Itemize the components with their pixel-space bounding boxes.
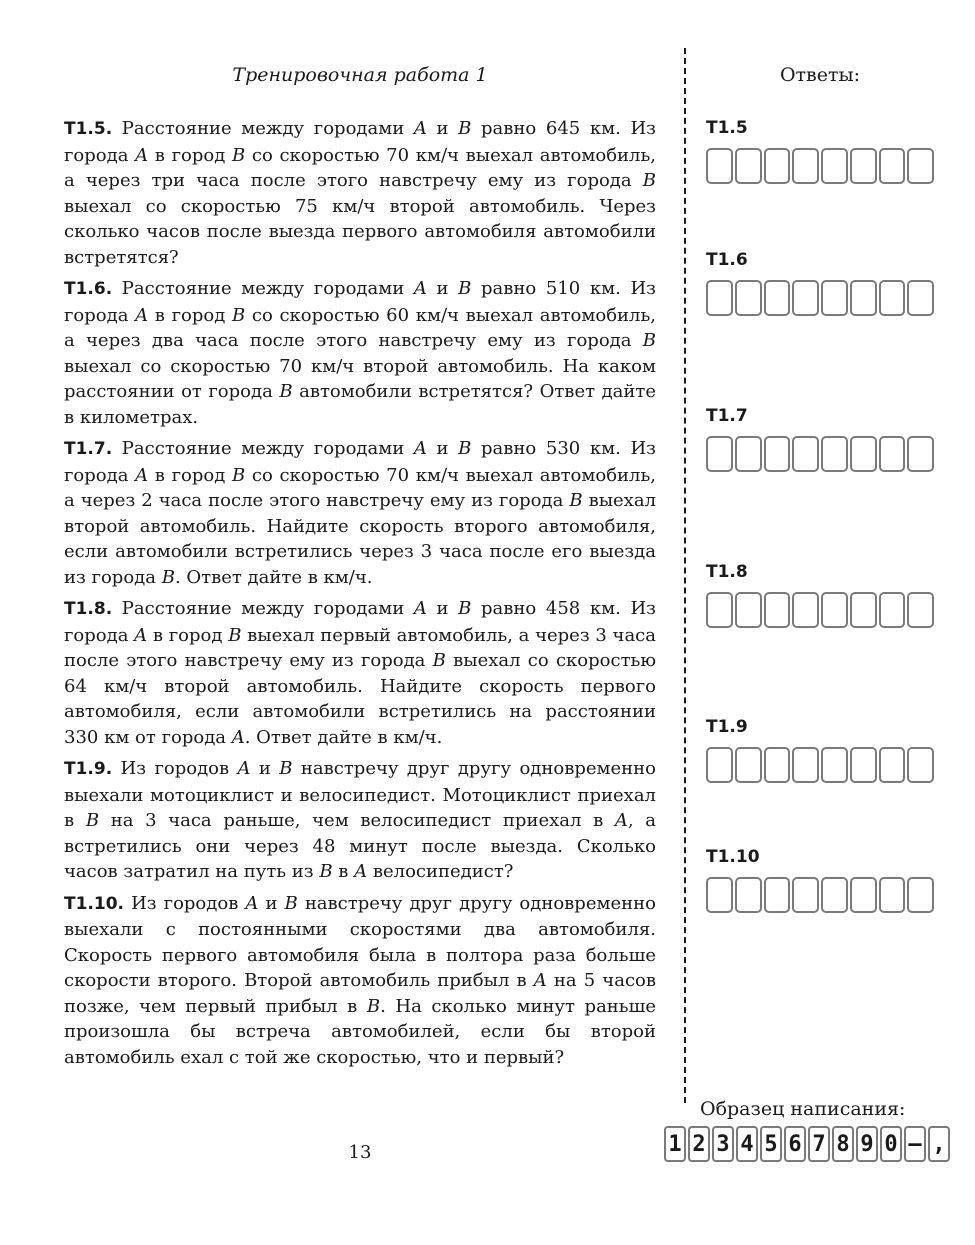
- sample-digit-cell: 3: [712, 1126, 734, 1162]
- sample-digit-cell: 6: [784, 1126, 806, 1162]
- answer-block: [706, 847, 936, 913]
- problem-label: Т1.8.: [64, 599, 113, 619]
- answer-cell[interactable]: [907, 280, 934, 316]
- answer-cell[interactable]: [850, 436, 877, 472]
- answer-cells[interactable]: [706, 877, 936, 913]
- answer-cell[interactable]: [821, 280, 848, 316]
- answer-cell[interactable]: [821, 877, 848, 913]
- answer-cell[interactable]: [879, 436, 906, 472]
- answer-label: Т1.8: [706, 562, 748, 582]
- answers-title: Ответы:: [779, 64, 861, 86]
- sample-digit-cell: 2: [688, 1126, 710, 1162]
- answer-cell[interactable]: [735, 436, 762, 472]
- sample-digit-cell: 7: [808, 1126, 830, 1162]
- answer-label: Т1.5: [706, 118, 748, 138]
- problem-t1-8: [64, 596, 656, 750]
- answer-cells[interactable]: [706, 148, 936, 184]
- problems-column: [64, 116, 656, 1076]
- sample-digit-cell: 9: [856, 1126, 878, 1162]
- answer-cell[interactable]: [764, 877, 791, 913]
- problem-text: Из городов A и B навстречу друг другу одновременно выехали мотоциклист и велосипедист. Мотоциклист приехал в B на 3 часа раньше, чем велосипедист приехал в A, а встретились они через 48 минут после выезда. Сколько часов затратил на путь из B в A велосипедист?: [64, 758, 657, 882]
- answer-cell[interactable]: [764, 436, 791, 472]
- problem-label: Т1.9.: [64, 759, 113, 779]
- answer-cell[interactable]: [850, 747, 877, 783]
- answer-block: [706, 406, 936, 472]
- problem-label: Т1.5.: [64, 119, 113, 139]
- problem-label: Т1.6.: [64, 279, 113, 299]
- sample-digit-cell: ,: [928, 1126, 950, 1162]
- answer-cells[interactable]: [706, 747, 936, 783]
- sample-digit-cell: 5: [760, 1126, 782, 1162]
- sample-digit-cell: 4: [736, 1126, 758, 1162]
- answer-label: Т1.9: [706, 717, 748, 737]
- answer-block: [706, 562, 936, 628]
- problem-text: Из городов A и B навстречу друг другу одновременно выехали с постоянными скоростями два автомобиля. Скорость первого автомобиля была в полтора раза больше скорости второго. Второй автомобиль прибыл в A на 5 часов позже, чем первый прибыл в B. На сколько минут раньше произошла бы встреча автомобилей, если бы второй автомобиль ехал с той же скоростью, что и первый?: [64, 892, 656, 1068]
- answer-cell[interactable]: [850, 280, 877, 316]
- answer-cell[interactable]: [735, 280, 762, 316]
- answer-cell[interactable]: [879, 747, 906, 783]
- problem-label: Т1.7.: [64, 439, 113, 459]
- answer-cell[interactable]: [792, 436, 819, 472]
- answer-cell[interactable]: [764, 148, 791, 184]
- page-header-title: Тренировочная работа 1: [232, 64, 488, 86]
- sample-digit-cell: 8: [832, 1126, 854, 1162]
- answer-cell[interactable]: [706, 148, 733, 184]
- answer-cell[interactable]: [792, 148, 819, 184]
- problem-t1-5: [64, 116, 656, 270]
- answer-cell[interactable]: [879, 877, 906, 913]
- sample-digit-cell: –: [904, 1126, 926, 1162]
- answer-cell[interactable]: [792, 877, 819, 913]
- answer-cell[interactable]: [821, 592, 848, 628]
- sample-digits: [664, 1126, 952, 1162]
- answer-cells[interactable]: [706, 280, 936, 316]
- problem-t1-7: [64, 436, 656, 590]
- answer-cell[interactable]: [764, 747, 791, 783]
- problem-text: Расстояние между городами A и B равно 530 км. Из города A в город B со скоростью 70 км/ч выехал автомобиль, а через 2 часа после этого навстречу ему из города B выехал второй автомобиль. Найдите скорость второго автомобиля, если автомобили встретились через 3 часа после его выезда из города B. Ответ дайте в км/ч.: [64, 438, 657, 588]
- answer-cell[interactable]: [879, 148, 906, 184]
- answer-cell[interactable]: [821, 148, 848, 184]
- sample-digit-cell: 0: [880, 1126, 902, 1162]
- answer-block: [706, 118, 936, 184]
- problem-t1-10: [64, 891, 656, 1071]
- answer-cell[interactable]: [907, 592, 934, 628]
- answer-cell[interactable]: [792, 592, 819, 628]
- answer-cell[interactable]: [735, 592, 762, 628]
- answer-cell[interactable]: [907, 436, 934, 472]
- answer-cell[interactable]: [735, 877, 762, 913]
- problem-text: Расстояние между городами A и B равно 458 км. Из города A в город B выехал первый автомобиль, а через 3 часа после этого навстречу ему из города B выехал со скоростью 64 км/ч второй автомобиль. Найдите скорость первого автомобиля, если автомобили встретились на расстоянии 330 км от города A. Ответ дайте в км/ч.: [64, 598, 656, 748]
- dashed-divider: [684, 48, 686, 1103]
- answer-cell[interactable]: [764, 280, 791, 316]
- answer-cell[interactable]: [706, 877, 733, 913]
- answer-label: Т1.6: [706, 250, 748, 270]
- problem-t1-6: [64, 276, 656, 430]
- answer-block: [706, 717, 936, 783]
- answer-label: Т1.7: [706, 406, 748, 426]
- answer-cell[interactable]: [792, 747, 819, 783]
- problem-label: Т1.10.: [64, 893, 124, 914]
- page-number: 13: [348, 1142, 372, 1163]
- sample-digit-cell: 1: [664, 1126, 686, 1162]
- answer-cell[interactable]: [907, 877, 934, 913]
- problem-t1-9: [64, 756, 656, 885]
- answer-cell[interactable]: [706, 592, 733, 628]
- answer-block: [706, 250, 936, 316]
- answer-label: Т1.10: [706, 847, 760, 867]
- problem-text: Расстояние между городами A и B равно 510 км. Из города A в город B со скоростью 60 км/ч выехал автомобиль, а через два часа после этого навстречу ему из города B выехал со скоростью 70 км/ч второй автомобиль. На каком расстоянии от города B автомобили встретятся? Ответ дайте в километрах.: [64, 278, 656, 428]
- sample-label: Образец написания:: [700, 1098, 906, 1120]
- answer-cell[interactable]: [821, 747, 848, 783]
- answer-cell[interactable]: [706, 436, 733, 472]
- answer-cell[interactable]: [735, 747, 762, 783]
- answer-cell[interactable]: [907, 148, 934, 184]
- answer-cell[interactable]: [850, 877, 877, 913]
- answer-cell[interactable]: [907, 747, 934, 783]
- answer-cells[interactable]: [706, 436, 936, 472]
- answer-cells[interactable]: [706, 592, 936, 628]
- answer-cell[interactable]: [879, 592, 906, 628]
- answer-cell[interactable]: [735, 148, 762, 184]
- problem-text: Расстояние между городами A и B равно 645 км. Из города A в город B со скоростью 70 км/ч выехал автомобиль, а через три часа после этого навстречу ему из города B выехал со скоростью 75 км/ч второй автомобиль. Через сколько часов после выезда первого автомобиля автомобили встретятся?: [64, 118, 656, 268]
- answer-cell[interactable]: [879, 280, 906, 316]
- answer-cell[interactable]: [706, 747, 733, 783]
- answer-cell[interactable]: [706, 280, 733, 316]
- answer-cell[interactable]: [792, 280, 819, 316]
- answer-cell[interactable]: [764, 592, 791, 628]
- answer-cell[interactable]: [850, 592, 877, 628]
- answer-cell[interactable]: [821, 436, 848, 472]
- answer-cell[interactable]: [850, 148, 877, 184]
